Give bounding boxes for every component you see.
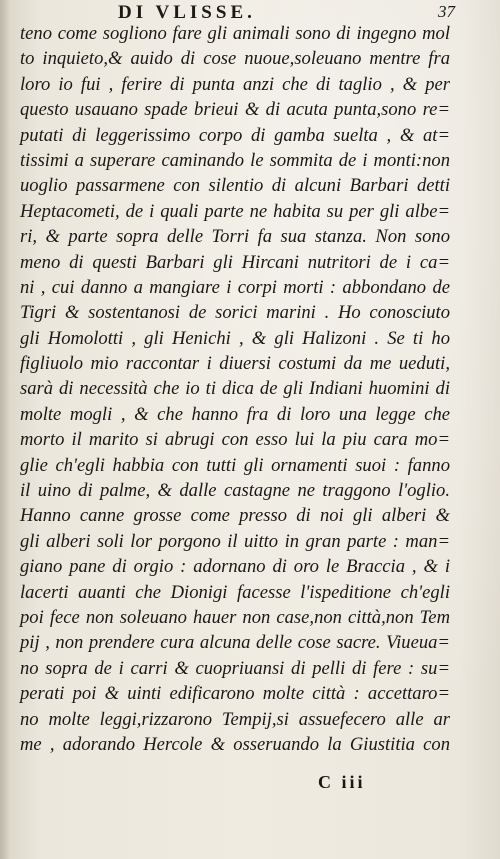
text-line: teno come sogliono fare gli animali sono di ingegno mol	[20, 23, 450, 44]
text-line: sarà di necessità che io ti dica de gli Indiani huomini di	[20, 378, 450, 400]
text-line: giano pane di orgio : adornano di oro le Braccia , & i	[20, 556, 450, 578]
text-line: molte mogli , & che hanno fra di loro una legge che	[20, 403, 450, 425]
text-line: ni , cui danno a mangiare i corpi morti : abbondano de	[20, 276, 450, 298]
text-line: to inquieto,& auido di cose nuoue,soleuano mentre fra	[20, 48, 450, 70]
text-line: loro io fui , ferire di punta anzi che di taglio , & per	[20, 73, 450, 95]
text-line: perati poi & uinti edificarono molte città : accettaro=	[20, 683, 450, 705]
signature-mark: C iii	[318, 772, 366, 792]
text-line: uoglio passarmene con silentio di alcuni Barbari detti	[20, 175, 450, 197]
text-line: Heptacometi, de i quali parte ne habita su per gli albe=	[20, 200, 450, 222]
text-line: ri, & parte sopra delle Torri fa sua stanza. Non sono	[20, 226, 450, 248]
text-line: me , adorando Hercole & osseruando la Giustitia con	[20, 733, 450, 755]
page-gutter-shadow	[0, 0, 10, 859]
text-line: questo usauano spade brieui & di acuta punta,sono re=	[20, 99, 450, 121]
text-line: morto il marito si abrugi con esso lui la piu cara mo=	[20, 429, 450, 451]
text-line: Hanno canne grosse come presso di noi gli alberi &	[20, 505, 450, 527]
page-number: 37	[438, 2, 455, 21]
text-line: gli Homolotti , gli Henichi , & gli Halizoni . Se ti ho	[20, 327, 450, 349]
text-line: glie ch'egli habbia con tutti gli ornamenti suoi : fanno	[20, 454, 450, 476]
text-line: tissimi a superare caminando le sommita de i monti:non	[20, 149, 450, 171]
text-line: il uino di palme, & dalle castagne ne traggono l'oglio.	[20, 480, 450, 502]
text-line: Tigri & sostentanosi de sorici marini . Ho conosciuto	[20, 302, 450, 324]
text-line: poi fece non soleuano hauer non case,non città,non Tem	[20, 606, 450, 628]
text-line: no molte leggi,rizzarono Tempij,si assuefecero alle ar	[20, 708, 450, 730]
text-line: no sopra de i carri & cuopriuansi di pelli di fere : su=	[20, 657, 450, 679]
running-title: DI VLISSE.	[118, 2, 256, 23]
text-line: lacerti auanti che Dionigi facesse l'ispeditione ch'egli	[20, 581, 450, 603]
text-line: meno di questi Barbari gli Hircani nutritori de i ca=	[20, 251, 450, 273]
text-line: gli alberi soli lor porgono il uitto in gran parte : man=	[20, 530, 450, 552]
text-line: putati di leggerissimo corpo di gamba suelta , & at=	[20, 124, 450, 146]
text-line: figliuolo mio raccontar i diuersi costumi da me ueduti,	[20, 353, 450, 375]
text-line: pij , non prendere cura alcuna delle cose sacre. Viueua=	[20, 632, 450, 654]
body-text	[20, 21, 450, 757]
